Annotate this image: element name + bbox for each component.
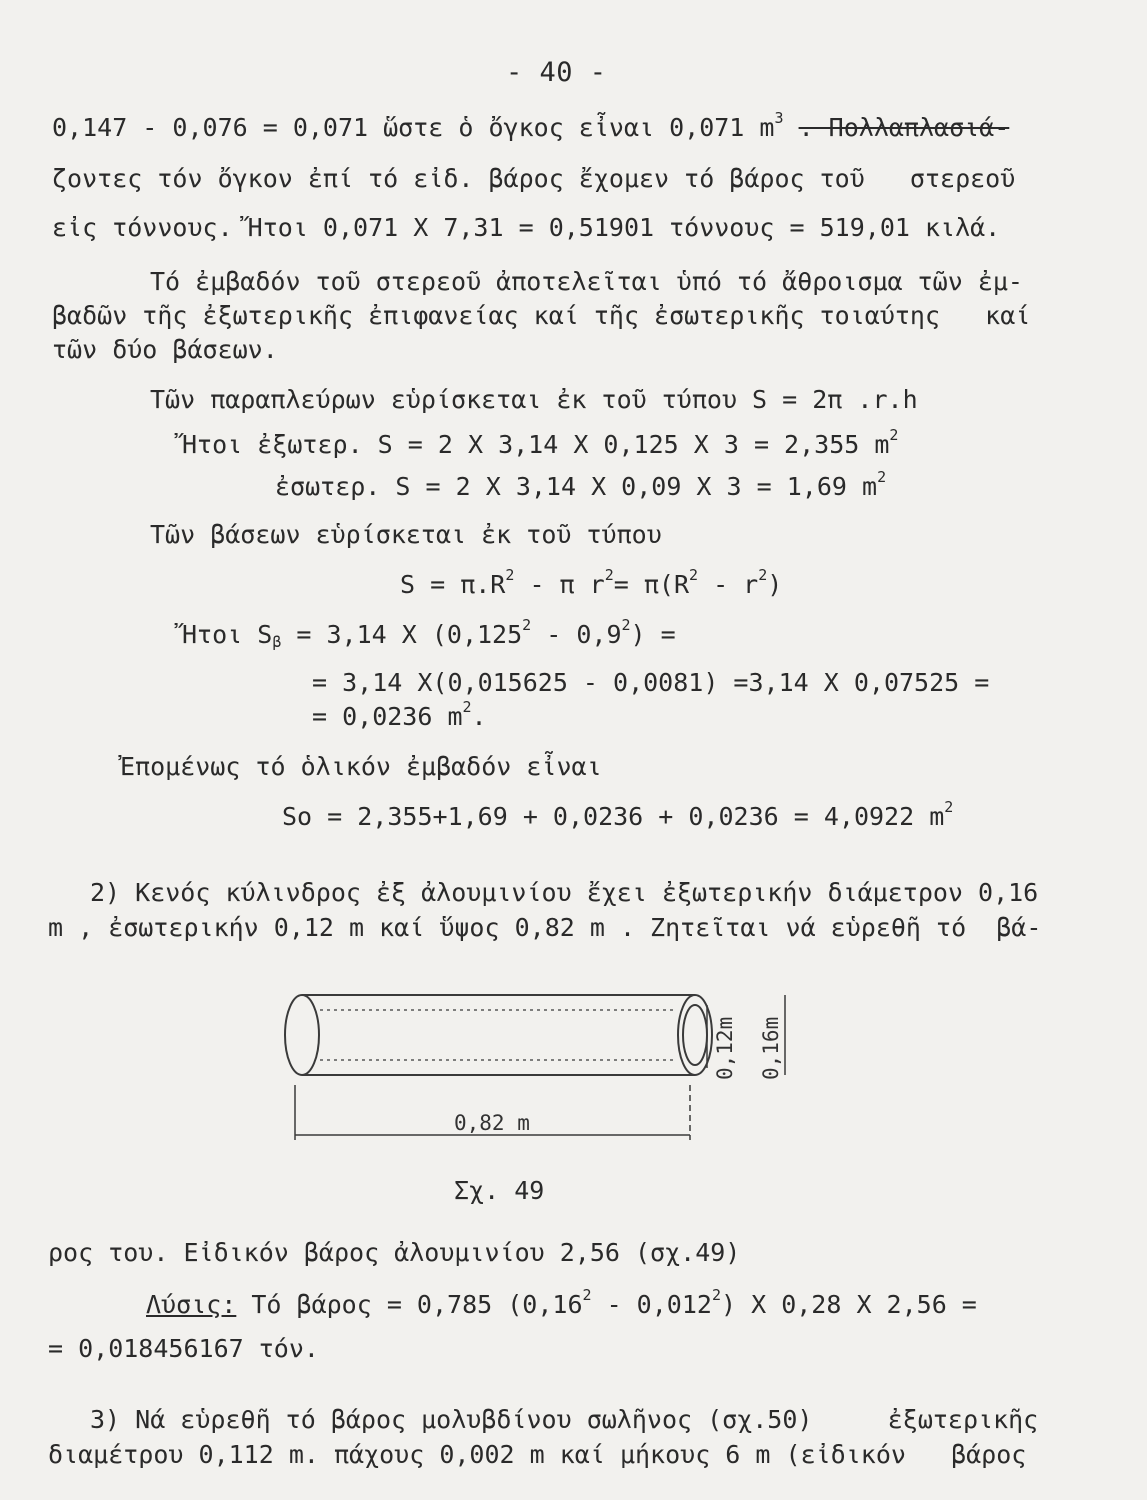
solution-label: Λύσις: bbox=[146, 1290, 237, 1319]
page-number: - 40 - bbox=[506, 57, 607, 88]
text-line-17: 2) Κενός κύλινδρος ἐξ ἀλουμινίου ἔχει ἐξωτερικήν διάμετρον 0,16 bbox=[90, 878, 1039, 907]
formula-bases: $S = \pi.R^2 - \pi$ $r^2= \pi(R^2 - r^2)$ bbox=[400, 566, 783, 599]
text-line-13: = 3,14 X(0,015625 - 0,0081) =3,14 X 0,07525 = bbox=[312, 668, 990, 697]
cylinder-figure bbox=[270, 990, 810, 1160]
text-line-6: τῶν δύο βάσεων. bbox=[52, 335, 278, 364]
text-line-9: ἐσωτερ. S = 2 X 3,14 X 0,09 X 3 = 1,69 $m^2$ bbox=[275, 468, 887, 501]
inner-diameter-label: 0,12m bbox=[713, 1016, 737, 1080]
figure-caption: Σχ. 49 bbox=[454, 1176, 545, 1205]
text-line-4: Τό ἐμβαδόν τοῦ στερεοῦ ἀποτελεῖται ὑπό τό ἄθροισμα τῶν ἐμ- bbox=[150, 267, 1023, 296]
text-line-15: Ἐπομένως τό ὁλικόν ἐμβαδόν εἶναι bbox=[120, 752, 602, 781]
text-line-19: ρος του. Εἰδικόν βάρος ἀλουμινίου 2,56 (σχ.49) bbox=[48, 1238, 741, 1267]
text-line-21: = 0,018456167 τόν. bbox=[48, 1334, 319, 1363]
text-line-10: Τῶν βάσεων εὑρίσκεται ἐκ τοῦ τύπου bbox=[150, 520, 662, 549]
cylinder-right-end-inner bbox=[683, 1005, 707, 1065]
text-line-2: ζοντες τόν ὄγκον ἐπί τό εἰδ. βάρος ἔχομεν τό βάρος τοῦ στερεοῦ bbox=[52, 164, 1016, 193]
text-line-23: διαμέτρου 0,112 m. πάχους 0,002 m καί μήκους 6 m (εἰδικόν βάρος bbox=[48, 1440, 1027, 1469]
text-line-14: = 0,0236 $m^2$. bbox=[312, 698, 487, 731]
cylinder-left-end bbox=[285, 995, 319, 1075]
text-line-5: βαδῶν τῆς ἐξωτερικῆς ἐπιφανείας καί τῆς ἐσωτερικῆς τοιαύτης καί bbox=[52, 301, 1031, 330]
text-line-8: Ἤτοι ἐξωτερ. S = 2 X 3,14 X 0,125 X 3 = 2,355 $m^2$ bbox=[182, 426, 899, 459]
text-line-12: Ἤτοι $S_\beta = 3,14$ X $(0,125^2 - 0,9^2)$ = bbox=[182, 616, 676, 651]
text-line-20: Λύσις: Τό βάρος = 0,785 (0,16$^2$ - 0,012$^2$) X 0,28 X 2,56 = bbox=[146, 1286, 977, 1319]
text-line-1: 0,147 - 0,076 = 0,071 ὥστε ὁ ὄγκος εἶναι 0,071 $m^3$ . Πολλαπλασιά- bbox=[52, 109, 1010, 142]
outer-diameter-label: 0,16m bbox=[759, 1016, 783, 1080]
text-line-16: So = 2,355+1,69 + 0,0236 + 0,0236 = 4,0922 $m^2$ bbox=[282, 798, 954, 831]
text-line-3: εἰς τόννους. Ἤτοι 0,071 X 7,31 = 0,51901 τόννους = 519,01 κιλά. bbox=[52, 213, 1001, 242]
length-label: 0,82 m bbox=[454, 1111, 530, 1135]
text-line-18: m , ἐσωτερικήν 0,12 m καί ὕψος 0,82 m . Ζητεῖται νά εὑρεθῆ τό βά- bbox=[48, 913, 1042, 942]
text-line-7: Τῶν παραπλεύρων εὑρίσκεται ἐκ τοῦ τύπου S = 2π .r.h bbox=[150, 385, 918, 414]
text-line-22: 3) Νά εὑρεθῆ τό βάρος μολυβδίνου σωλῆνος (σχ.50) ἐξωτερικῆς bbox=[90, 1405, 1039, 1434]
